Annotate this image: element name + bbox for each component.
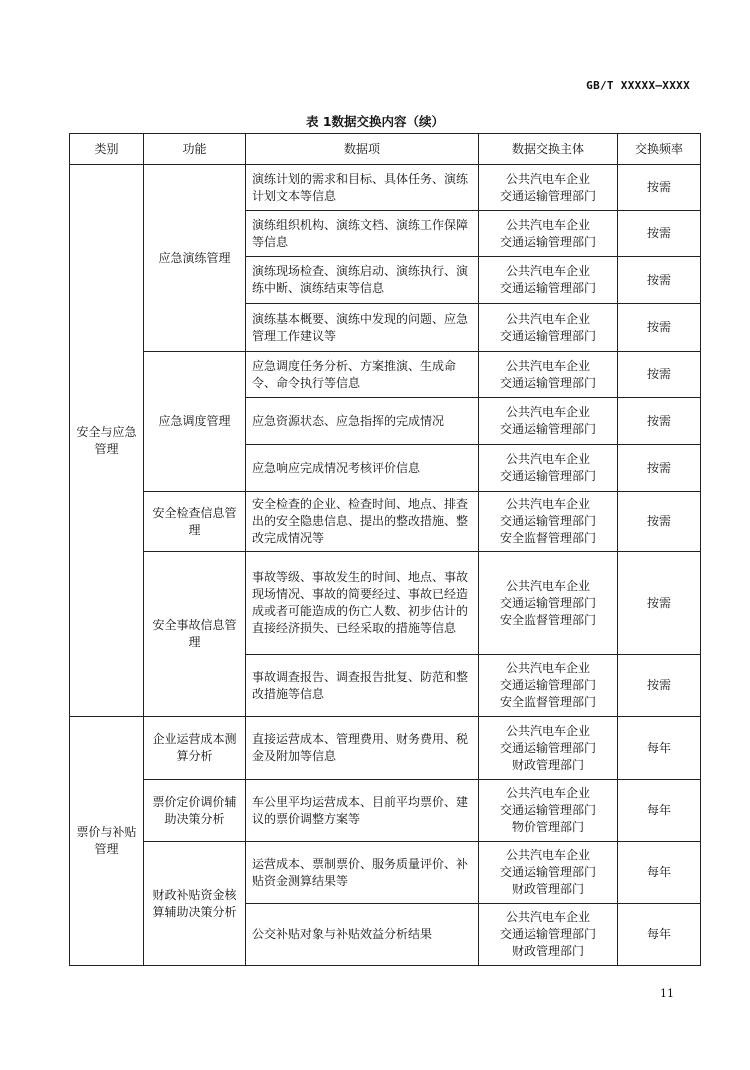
function-cell: 票价定价调价辅助决策分析 <box>144 780 246 842</box>
data-item-cell: 演练组织机构、演练文档、演练工作保障等信息 <box>246 211 479 257</box>
data-item-cell: 安全检查的企业、检查时间、地点、排查出的安全隐患信息、提出的整改措施、整改完成情况等 <box>246 492 479 552</box>
exchange-entity-cell: 公共汽电车企业 交通运输管理部门 <box>479 304 618 352</box>
category-cell: 票价与补贴管理 <box>70 717 144 966</box>
exchange-entity-cell: 公共汽电车企业 交通运输管理部门 安全监督管理部门 <box>479 655 618 717</box>
function-cell: 应急调度管理 <box>144 352 246 492</box>
table-row <box>70 552 701 655</box>
frequency-cell: 按需 <box>618 211 701 257</box>
data-item-cell: 演练基本概要、演练中发现的问题、应急管理工作建议等 <box>246 304 479 352</box>
function-cell: 安全检查信息管理 <box>144 492 246 552</box>
data-item-cell: 事故等级、事故发生的时间、地点、事故现场情况、事故的简要经过、事故已经造成或者可能造成的伤亡人数、初步估计的直接经济损失、已经采取的措施等信息 <box>246 552 479 655</box>
data-item-cell: 车公里平均运营成本、目前平均票价、建议的票价调整方案等 <box>246 780 479 842</box>
table-row <box>70 842 701 904</box>
table-row <box>70 352 701 398</box>
exchange-entity-cell: 公共汽电车企业 交通运输管理部门 <box>479 211 618 257</box>
frequency-cell: 每年 <box>618 717 701 780</box>
function-cell: 企业运营成本测算分析 <box>144 717 246 780</box>
data-item-cell: 演练现场检查、演练启动、演练执行、演练中断、演练结束等信息 <box>246 257 479 304</box>
frequency-cell: 按需 <box>618 445 701 492</box>
exchange-entity-cell: 公共汽电车企业 交通运输管理部门 安全监督管理部门 <box>479 492 618 552</box>
data-item-cell: 运营成本、票制票价、服务质量评价、补贴资金测算结果等 <box>246 842 479 904</box>
frequency-cell: 每年 <box>618 842 701 904</box>
table-row <box>70 492 701 552</box>
column-header-function: 功能 <box>144 134 246 165</box>
frequency-cell: 按需 <box>618 552 701 655</box>
data-item-cell: 公交补贴对象与补贴效益分析结果 <box>246 904 479 966</box>
column-header-data-item: 数据项 <box>246 134 479 165</box>
function-cell: 安全事故信息管理 <box>144 552 246 717</box>
frequency-cell: 每年 <box>618 904 701 966</box>
frequency-cell: 按需 <box>618 655 701 717</box>
exchange-entity-cell: 公共汽电车企业 交通运输管理部门 物价管理部门 <box>479 780 618 842</box>
data-item-cell: 直接运营成本、管理费用、财务费用、税金及附加等信息 <box>246 717 479 780</box>
column-header-exchange-entity: 数据交换主体 <box>479 134 618 165</box>
frequency-cell: 按需 <box>618 165 701 211</box>
exchange-entity-cell: 公共汽电车企业 交通运输管理部门 <box>479 257 618 304</box>
frequency-cell: 按需 <box>618 492 701 552</box>
exchange-entity-cell: 公共汽电车企业 交通运输管理部门 财政管理部门 <box>479 717 618 780</box>
frequency-cell: 按需 <box>618 257 701 304</box>
table-row <box>70 717 701 780</box>
data-item-cell: 应急响应完成情况考核评价信息 <box>246 445 479 492</box>
exchange-entity-cell: 公共汽电车企业 交通运输管理部门 <box>479 352 618 398</box>
exchange-entity-cell: 公共汽电车企业 交通运输管理部门 <box>479 165 618 211</box>
function-cell: 应急演练管理 <box>144 165 246 352</box>
data-item-cell: 事故调查报告、调查报告批复、防范和整改措施等信息 <box>246 655 479 717</box>
exchange-entity-cell: 公共汽电车企业 交通运输管理部门 财政管理部门 <box>479 904 618 966</box>
data-item-cell: 演练计划的需求和目标、具体任务、演练计划文本等信息 <box>246 165 479 211</box>
column-header-category: 类别 <box>70 134 144 165</box>
column-header-frequency: 交换频率 <box>618 134 701 165</box>
frequency-cell: 按需 <box>618 304 701 352</box>
data-item-cell: 应急资源状态、应急指挥的完成情况 <box>246 398 479 445</box>
table-title: 表 1数据交换内容（续） <box>305 114 445 129</box>
exchange-entity-cell: 公共汽电车企业 交通运输管理部门 <box>479 445 618 492</box>
frequency-cell: 按需 <box>618 398 701 445</box>
table-row <box>70 780 701 842</box>
frequency-cell: 每年 <box>618 780 701 842</box>
frequency-cell: 按需 <box>618 352 701 398</box>
exchange-entity-cell: 公共汽电车企业 交通运输管理部门 <box>479 398 618 445</box>
table-header-row <box>70 134 701 165</box>
standard-code: GB/T XXXXX—XXXX <box>586 79 690 92</box>
data-exchange-table <box>69 133 701 966</box>
function-cell: 财政补贴资金核算辅助决策分析 <box>144 842 246 966</box>
exchange-entity-cell: 公共汽电车企业 交通运输管理部门 安全监督管理部门 <box>479 552 618 655</box>
table-row <box>70 165 701 211</box>
exchange-entity-cell: 公共汽电车企业 交通运输管理部门 财政管理部门 <box>479 842 618 904</box>
page-number: 11 <box>660 987 674 1000</box>
data-item-cell: 应急调度任务分析、方案推演、生成命令、命令执行等信息 <box>246 352 479 398</box>
category-cell: 安全与应急管理 <box>70 165 144 717</box>
